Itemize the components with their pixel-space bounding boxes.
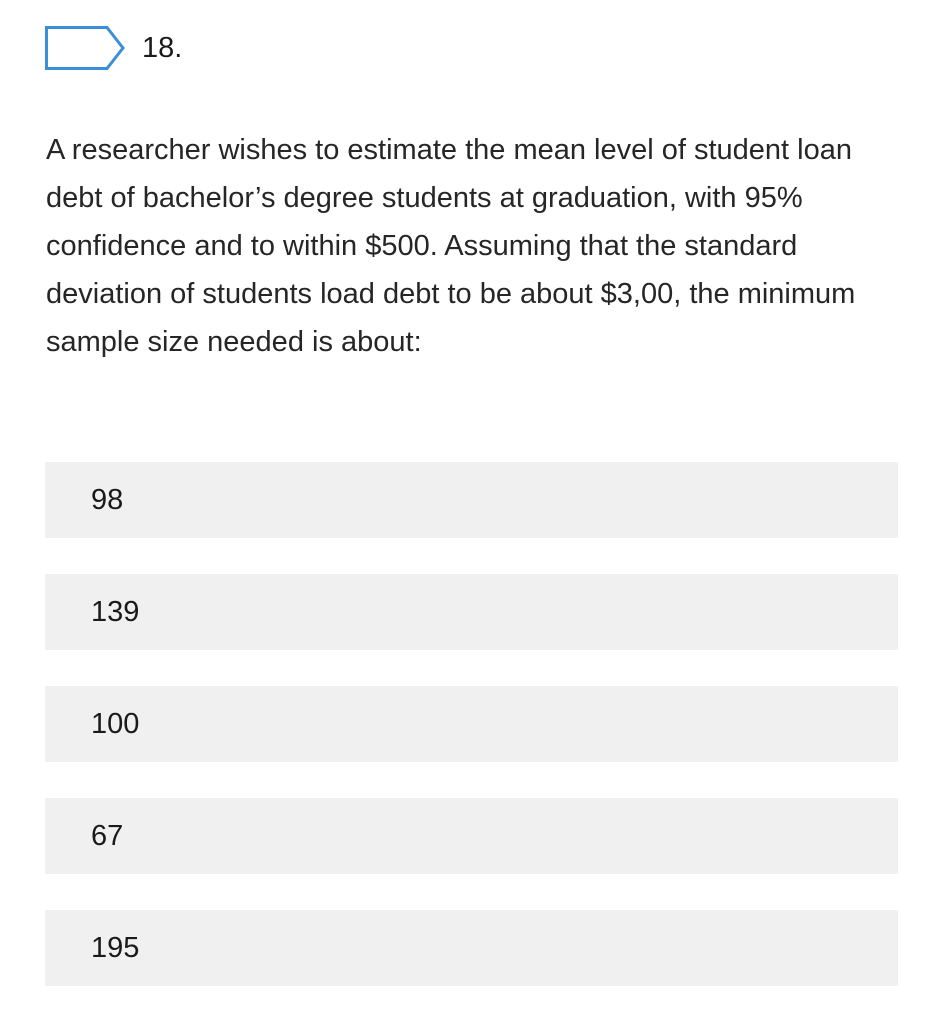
answer-option-label: 139	[91, 595, 140, 628]
answer-option-2[interactable]	[45, 574, 898, 650]
answer-options	[45, 462, 898, 986]
flag-tag-icon[interactable]	[45, 26, 125, 70]
question-number: 18.	[142, 31, 183, 64]
answer-option-5[interactable]	[45, 910, 898, 986]
answer-option-label: 98	[91, 483, 124, 516]
question-text: A researcher wishes to estimate the mean level of student loan debt of bachelor’s degree students at graduation, with 95% confidence and to within $500. Assuming that the standard deviation of students load debt to be about $3,00, the minimum sample size needed is about:	[46, 134, 856, 358]
answer-option-label: 195	[91, 931, 140, 964]
question-header	[45, 26, 182, 70]
answer-option-4[interactable]	[45, 798, 898, 874]
answer-option-label: 67	[91, 819, 124, 852]
answer-option-3[interactable]	[45, 686, 898, 762]
answer-option-label: 100	[91, 707, 140, 740]
answer-option-1[interactable]	[45, 462, 898, 538]
